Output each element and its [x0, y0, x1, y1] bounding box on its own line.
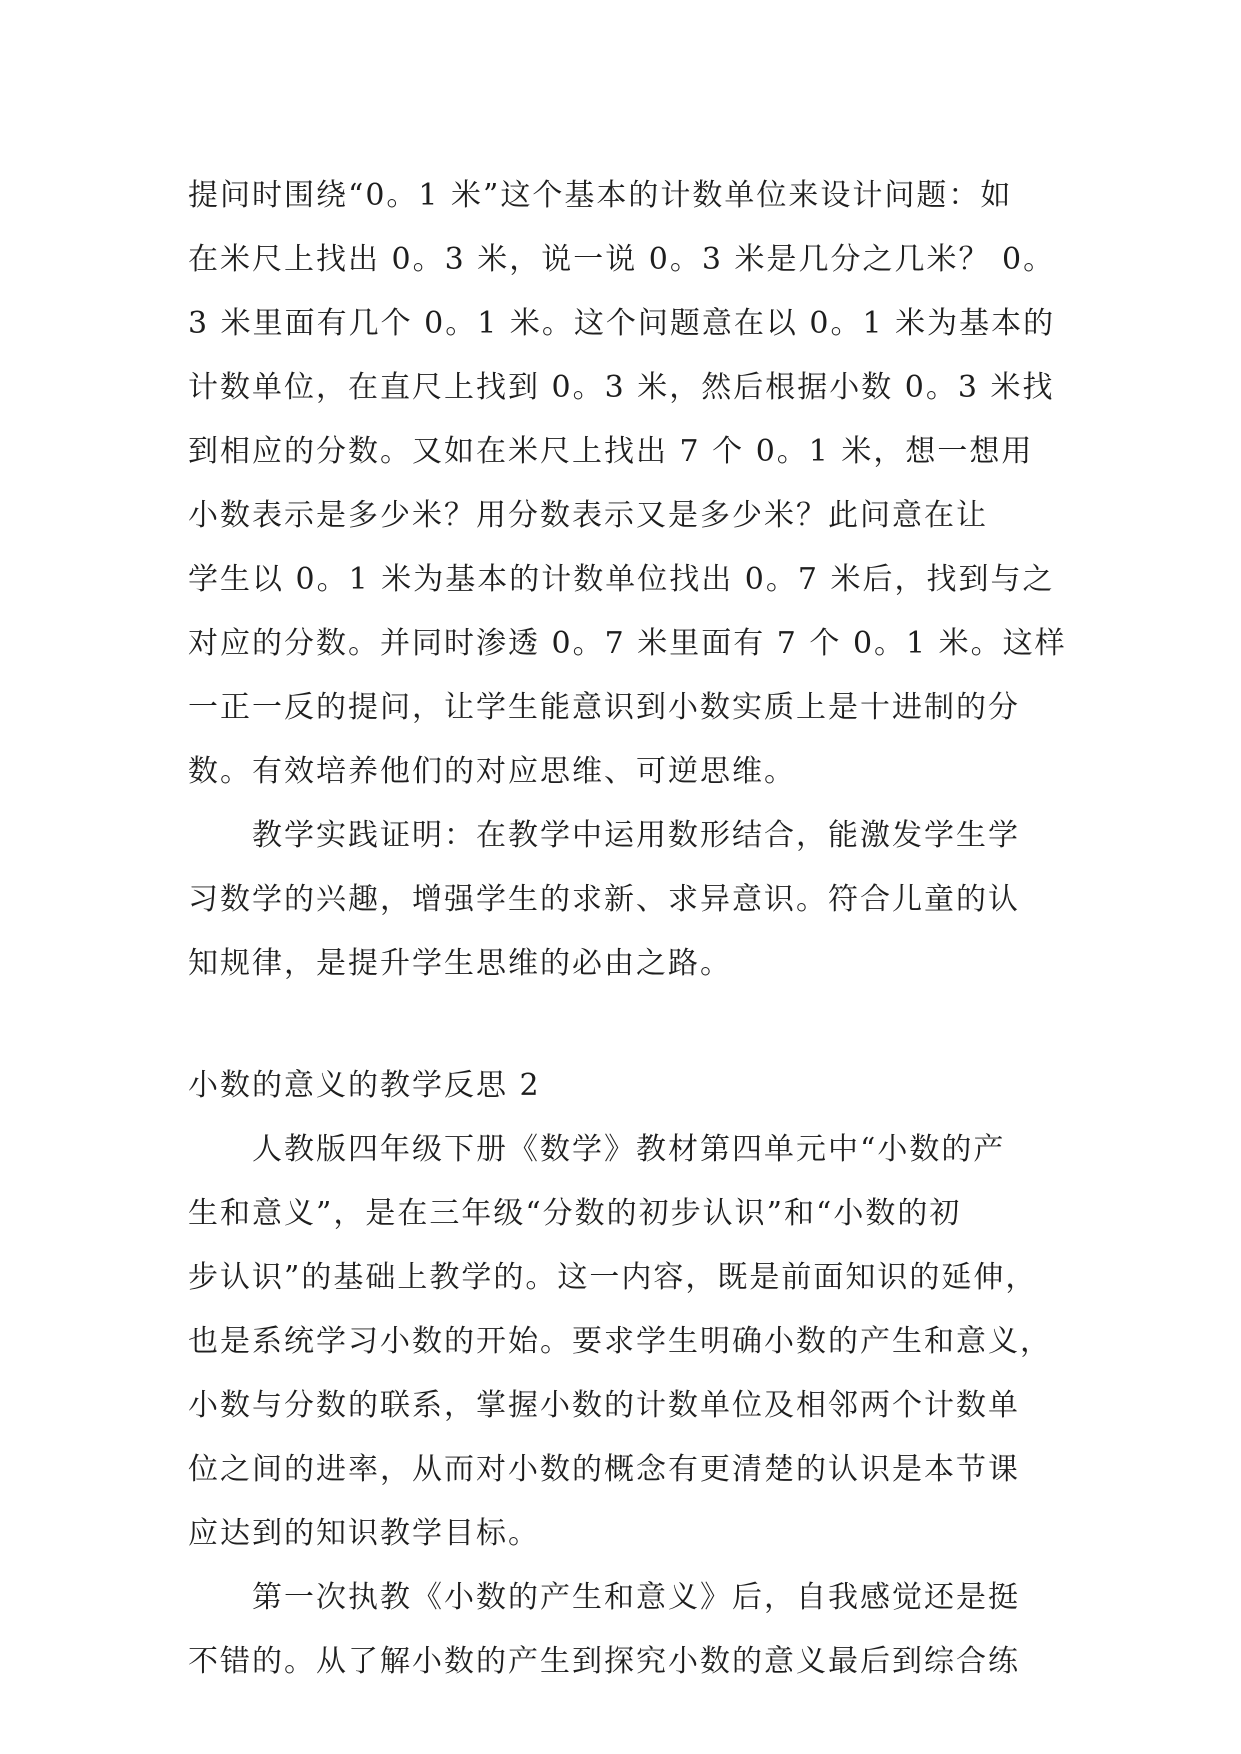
- paragraph-1-line: 数。有效培养他们的对应思维、可逆思维。: [188, 754, 796, 789]
- paragraph-1-line: 到相应的分数。又如在米尺上找出 7 个 0。1 米，想一想用: [188, 434, 1034, 469]
- paragraph-3-line: 应达到的知识教学目标。: [188, 1516, 540, 1551]
- paragraph-3-line: 小数与分数的联系，掌握小数的计数单位及相邻两个计数单: [188, 1388, 1020, 1423]
- paragraph-2-line: 教学实践证明：在教学中运用数形结合，能激发学生学: [252, 818, 1020, 853]
- paragraph-4: [188, 1566, 1068, 1694]
- section-title: 小数的意义的教学反思 2: [188, 1068, 541, 1103]
- paragraph-3-line: 位之间的进率，从而对小数的概念有更清楚的认识是本节课: [188, 1452, 1020, 1487]
- paragraph-1-line: 计数单位，在直尺上找到 0。3 米，然后根据小数 0。3 米找: [188, 370, 1055, 405]
- paragraph-3-line: 也是系统学习小数的开始。要求学生明确小数的产生和意义，: [188, 1324, 1052, 1359]
- paragraph-1-line: 一正一反的提问，让学生能意识到小数实质上是十进制的分: [188, 690, 1020, 725]
- paragraph-4-line: 不错的。从了解小数的产生到探究小数的意义最后到综合练: [188, 1644, 1020, 1679]
- paragraph-2-line: 习数学的兴趣，增强学生的求新、求异意识。符合儿童的认: [188, 882, 1020, 917]
- paragraph-3: [188, 1118, 1068, 1566]
- paragraph-1-line: 学生以 0。1 米为基本的计数单位找出 0。7 米后，找到与之: [188, 562, 1055, 597]
- paragraph-1-line: 对应的分数。并同时渗透 0。7 米里面有 7 个 0。1 米。这样: [188, 626, 1067, 661]
- paragraph-3-line: 人教版四年级下册《数学》教材第四单元中“小数的产: [252, 1132, 1006, 1167]
- paragraph-3-line: 步认识”的基础上教学的。这一内容，既是前面知识的延伸，: [188, 1260, 1038, 1295]
- paragraph-4-line: 第一次执教《小数的产生和意义》后，自我感觉还是挺: [252, 1580, 1020, 1615]
- paragraph-1-line: 提问时围绕“0。1 米”这个基本的计数单位来设计问题：如: [188, 178, 1013, 213]
- paragraph-3-line: 生和意义”，是在三年级“分数的初步认识”和“小数的初: [188, 1196, 962, 1231]
- document-page: [188, 164, 1068, 1694]
- paragraph-1-line: 小数表示是多少米？用分数表示又是多少米？此问意在让: [188, 498, 988, 533]
- paragraph-1-line: 在米尺上找出 0。3 米，说一说 0。3 米是几分之几米？ 0。: [188, 242, 1056, 277]
- paragraph-1: [188, 164, 1068, 804]
- paragraph-2-line: 知规律，是提升学生思维的必由之路。: [188, 946, 732, 981]
- section-heading-block: [188, 1054, 1068, 1118]
- paragraph-1-line: 3 米里面有几个 0。1 米。这个问题意在以 0。1 米为基本的: [188, 306, 1056, 341]
- paragraph-2: [188, 804, 1068, 996]
